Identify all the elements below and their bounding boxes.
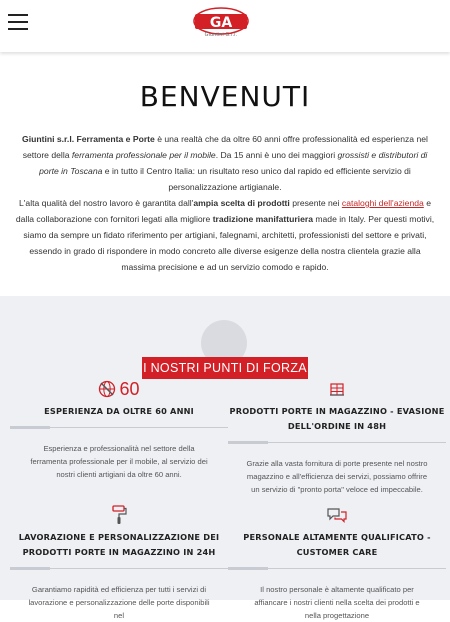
feature-customer-care [228, 502, 446, 622]
chat-bubbles-icon [228, 502, 446, 528]
feature-desc: Garantiamo rapidità ed efficienza per tutti i servizi di lavorazione e personalizzazione delle porte disponibili nel [28, 585, 210, 620]
feature-warehouse [228, 376, 446, 496]
section-heading [0, 320, 450, 375]
divider [228, 568, 446, 569]
intro-text [10, 131, 440, 275]
text-bold: tradizione manifatturiera [212, 214, 313, 224]
welcome-section [0, 52, 450, 275]
text-run: L'alta qualità del nostro lavoro è garantita dall' [19, 198, 194, 208]
warehouse-icon [228, 376, 446, 402]
strengths-section [0, 296, 450, 620]
feature-experience [10, 376, 228, 481]
hamburger-icon[interactable] [8, 14, 28, 30]
logo-mark [193, 6, 249, 44]
text-emphasis: ferramenta professionale per il mobile [71, 150, 216, 160]
text-emphasis: grossisti e distributori di porte in Toscana [39, 150, 428, 176]
company-name: Giuntini s.r.l. Ferramenta e Porte [22, 134, 155, 144]
feature-title: PRODOTTI PORTE IN MAGAZZINO - EVASIONE DELL'ORDINE IN 48H [229, 406, 445, 431]
feature-desc: Esperienza e professionalità nel settore della ferramenta professionale per il mobile, al servizio dei nostri clienti artigiani da oltre 60 anni. [30, 444, 208, 479]
text-run: è una realtà che da oltre 60 anni offre professionalità ed esperienza nel settore della [22, 134, 428, 160]
text-run: presente nei [289, 198, 342, 208]
text-run: . Da 15 anni è uno dei maggiori [215, 150, 338, 160]
divider [10, 427, 228, 428]
paint-roller-icon [10, 502, 228, 528]
intro-paragraph-2 [12, 195, 438, 275]
text-run: made in Italy. Per questi motivi, siamo da sempre un fidato riferimento per artigiani, falegnami, architetti, professionisti del settore e privati, essendo in grado di rispondere in modo concreto alle diverse esigenze della nostra clientela grazie alla massima precisione e ad un servizio comodo e rapido. [23, 214, 435, 272]
logo-letters: GA [209, 15, 233, 31]
catalog-link[interactable]: cataloghi dell'azienda [341, 198, 424, 208]
strengths-badge: I NOSTRI PUNTI DI FORZA [142, 357, 308, 379]
text-bold: ampia scelta di prodotti [193, 198, 290, 208]
feature-customization [10, 502, 228, 622]
globe-60-icon [10, 376, 228, 402]
feature-desc: Il nostro personale è altamente qualificato per affiancare i nostri clienti nella scelta dei prodotti e nella progettazione [254, 585, 420, 620]
company-logo[interactable] [193, 6, 249, 44]
intro-paragraph-1 [12, 131, 438, 195]
text-run: e in tutto il Centro Italia: un risultato reso unico dal rapido ed efficiente servizio di personalizzazione artigianale. [102, 166, 411, 192]
divider [10, 568, 228, 569]
divider [228, 442, 446, 443]
feature-title: ESPERIENZA DA OLTRE 60 ANNI [44, 406, 194, 416]
site-header [0, 0, 450, 52]
page-title: BENVENUTI [139, 80, 311, 113]
feature-title: LAVORAZIONE E PERSONALIZZAZIONE DEI PRODOTTI PORTE IN MAGAZZINO IN 24H [18, 532, 220, 557]
feature-desc: Grazie alla vasta fornitura di porte presente nel nostro magazzino e all'efficienza dei servizi, possiamo offrire un servizio di "pronto porta" veloce ed impeccabile. [246, 459, 428, 494]
sixty-label: 60 [119, 378, 140, 399]
feature-title: PERSONALE ALTAMENTE QUALIFICATO - CUSTOMER CARE [243, 532, 431, 557]
logo-caption: Giuntini S.r.l. [204, 32, 238, 38]
text-run: e dalla collaborazione con fornitori legati alla migliore [15, 198, 431, 224]
